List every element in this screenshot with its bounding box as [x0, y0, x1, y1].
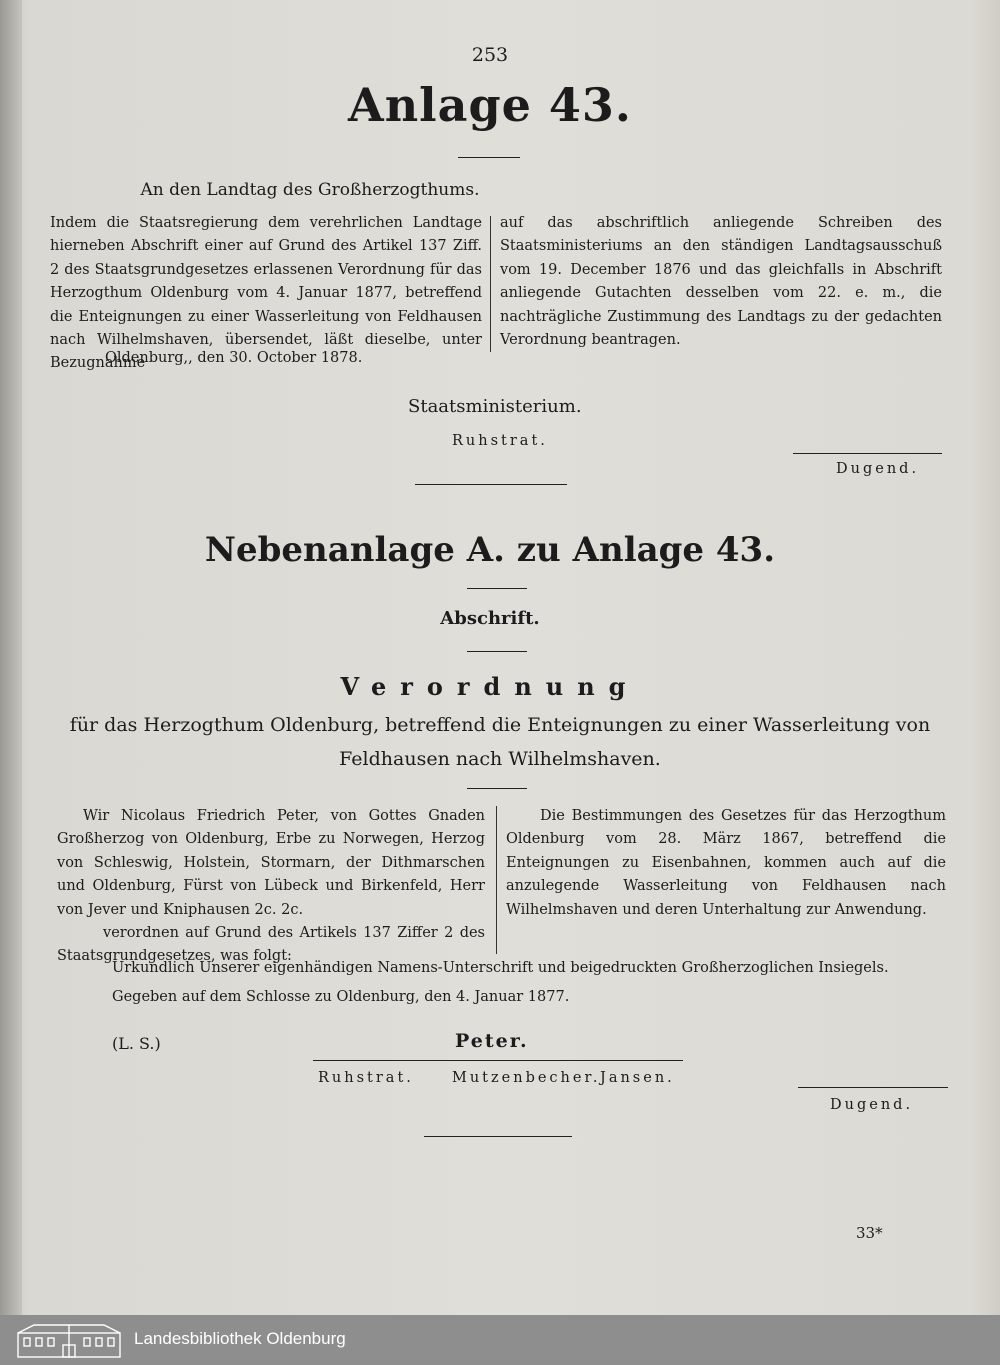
seal-mark: (L. S.) [112, 1034, 161, 1053]
signature-mark: 33* [856, 1224, 883, 1242]
signature-rule [313, 1060, 683, 1061]
ordinance-closing: Urkundlich Unserer eigenhändigen Namens-Unterschrift und beigedruckten Großherzoglichen Insiegels. [112, 960, 889, 976]
address-line: An den Landtag des Großherzogthums. [140, 180, 480, 200]
ordinance-left-column [57, 805, 485, 969]
ministry-heading: Staatsministerium. [408, 396, 582, 417]
page-title: Anlage 43. [348, 78, 632, 132]
ordinance-rule [467, 788, 527, 789]
signatory-name: Ruhstrat. [452, 433, 548, 449]
secretary-rule [793, 453, 942, 454]
ordinance-preamble: Wir Nicolaus Friedrich Peter, von Gottes Gnaden Großherzog von Oldenburg, Erbe zu Norwegen, Herzog von Schleswig, Holstein, Stormarn, der Dithmarschen und Oldenburg, Fürst von Lübeck und Birkenfeld, Herr von Jever und Kniphausen 2c. 2c. [57, 808, 485, 918]
library-footer-bar [0, 1315, 1000, 1365]
copy-label: Abschrift. [440, 608, 540, 629]
annex-title: Nebenanlage A. zu Anlage 43. [204, 530, 776, 570]
column-divider [490, 216, 491, 352]
ordinance-subtitle: für das Herzogthum Oldenburg, betreffend die Enteignungen zu einer Wasserleitung von Feldhausen nach Wilhelmshaven. [69, 714, 931, 770]
ordinance-given: Gegeben auf dem Schlosse zu Oldenburg, den 4. Januar 1877. [112, 989, 570, 1005]
library-building-icon [14, 1321, 124, 1359]
library-name: Landesbibliothek Oldenburg [134, 1329, 346, 1348]
ordinance-column-divider [496, 806, 497, 954]
end-rule [424, 1136, 572, 1137]
countersign-1: Ruhstrat. [318, 1070, 414, 1086]
secretary2-rule [798, 1087, 948, 1088]
title-rule [458, 157, 520, 158]
countersign-3: Jansen. [600, 1070, 675, 1086]
countersign-2: Mutzenbecher. [452, 1070, 601, 1086]
ordinance-decree: verordnen auf Grund des Artikels 137 Ziffer 2 des Staatsgrundgesetzes, was folgt: [57, 925, 485, 965]
sovereign-signature: Peter. [455, 1030, 529, 1052]
annex-rule [467, 588, 527, 589]
secretary2-name: Dugend. [830, 1097, 914, 1113]
ordinance-title: Verordnung [340, 672, 640, 701]
letter-left-text: Indem die Staatsregierung dem verehrlichen Landtage hierneben Abschrift einer auf Grund des Artikel 137 Ziff. 2 des Staatsgrundgesetzes erlassenen Verordnung für das Herzogthum Oldenburg vom 4. Januar 1877, betreffend die Enteignungen zu einer Wasserleitung von Feldhausen nach Wilhelmshaven, übersendet, läßt dieselbe, unter Bezugnahme [50, 215, 482, 372]
letter-place-date: Oldenburg,, den 30. October 1878. [105, 350, 363, 366]
section-rule [415, 484, 567, 485]
ordinance-provision: Die Bestimmungen des Gesetzes für das Herzogthum Oldenburg vom 28. März 1867, betreffend die Enteignungen zu Eisenbahnen, kommen auch auf die anzulegende Wasserleitung von Feldhausen nach Wilhelmshaven und deren Unterhaltung zur Anwendung. [506, 808, 946, 918]
copy-rule [467, 651, 527, 652]
ordinance-right-column [506, 805, 946, 922]
letter-right-column [500, 212, 942, 352]
letter-right-text: auf das abschriftlich anliegende Schreiben des Staatsministeriums an den ständigen Landtagsausschuß vom 19. December 1876 und das gleichfalls in Abschrift anliegende Gutachten desselben vom 22. e. m., die nachträgliche Zustimmung des Landtags zu der gedachten Verordnung beantragen. [500, 215, 942, 349]
page-number: 253 [471, 44, 509, 66]
secretary-name: Dugend. [836, 461, 920, 477]
